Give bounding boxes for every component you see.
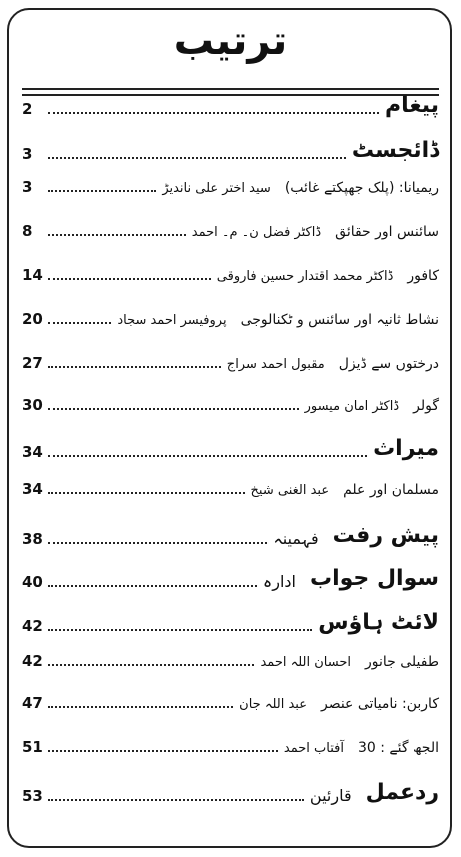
toc-entry — [22, 738, 439, 756]
toc-entry-title: طفیلی جانور — [364, 654, 439, 670]
toc-entry-title: کاربن: نامیاتی عنصر — [320, 696, 439, 712]
toc-entry-author: ڈاکٹر فضل ن۔ م۔ احمد — [191, 225, 322, 240]
toc-text — [260, 654, 439, 670]
toc-entry-title: پیغام — [384, 93, 439, 118]
toc-text — [310, 780, 439, 805]
toc-entry-author: سید اختر علی ناندیڑ — [162, 181, 271, 196]
dot-leader — [48, 111, 379, 114]
toc-page-number: 53 — [22, 787, 43, 805]
toc-text — [117, 312, 439, 328]
toc-text — [318, 610, 439, 635]
toc-entry-author: عبد اللہ جان — [239, 697, 307, 712]
toc-page-number: 34 — [22, 480, 43, 498]
toc-page-number: 51 — [22, 738, 43, 756]
toc-entry-title: پیش رفت — [332, 523, 439, 548]
toc-entry — [22, 266, 439, 284]
dot-leader — [48, 277, 211, 280]
dot-leader — [48, 365, 221, 368]
toc-text — [373, 436, 439, 461]
dot-leader — [48, 628, 312, 631]
toc-page-number: 2 — [22, 100, 33, 118]
toc-text — [192, 224, 439, 240]
toc-entry-author: فہمینہ — [273, 529, 319, 548]
dot-leader — [48, 705, 233, 708]
toc-entry-title: الجھ گئے : 30 — [357, 740, 439, 756]
toc-entry-title: میراث — [373, 436, 439, 461]
toc-text — [239, 696, 439, 712]
toc-entry-author: مقبول احمد سراج — [226, 357, 325, 372]
toc-page-number: 38 — [22, 530, 43, 548]
toc-entry-title: ریمیانا: (پلک جھپکتے غائب) — [284, 180, 439, 196]
dot-leader — [48, 189, 156, 192]
toc-entry — [22, 436, 439, 461]
dot-leader — [48, 491, 245, 494]
toc-page-number: 34 — [22, 443, 43, 461]
dot-leader — [48, 454, 367, 457]
toc-page-number: 47 — [22, 694, 43, 712]
toc-entry — [22, 354, 439, 372]
dot-leader — [48, 407, 299, 410]
dot-leader — [48, 541, 267, 544]
toc-entry — [22, 93, 439, 118]
toc-entry-title: سائنس اور حقائق — [335, 224, 439, 240]
toc-entry — [22, 694, 439, 712]
toc-entry-title: ردعمل — [365, 780, 439, 805]
toc-page-number: 40 — [22, 573, 43, 591]
toc-page-number: 3 — [22, 178, 33, 196]
toc-entry-title: درختوں سے ڈیزل — [338, 356, 439, 372]
dot-leader — [48, 156, 346, 159]
toc-text — [251, 482, 439, 498]
toc-text — [162, 180, 439, 196]
toc-text — [385, 93, 439, 118]
toc-entry — [22, 138, 439, 163]
toc-page-number: 42 — [22, 652, 43, 670]
toc-text — [352, 138, 439, 163]
toc-text — [284, 740, 439, 756]
toc-entry — [22, 480, 439, 498]
toc-entry-author: ڈاکٹر امان میسور — [304, 399, 400, 414]
toc-text — [305, 398, 439, 414]
toc-text — [217, 268, 439, 284]
dot-leader — [48, 798, 304, 801]
toc-entry — [22, 652, 439, 670]
toc-page-number: 30 — [22, 396, 43, 414]
toc-entry-author: پروفیسر احمد سجاد — [117, 313, 227, 328]
toc-entry-author: ادارہ — [262, 572, 296, 591]
dot-leader — [48, 749, 278, 752]
toc-entry — [22, 222, 439, 240]
dot-leader — [48, 233, 186, 236]
toc-entry-author: عبد الغنی شیخ — [250, 483, 330, 498]
toc-page-number: 8 — [22, 222, 33, 240]
toc-page-number: 42 — [22, 617, 43, 635]
toc-text — [227, 356, 439, 372]
toc-page-number: 3 — [22, 145, 33, 163]
toc-entry — [22, 780, 439, 805]
toc-entry — [22, 310, 439, 328]
dot-leader — [48, 584, 257, 587]
toc-page-number: 14 — [22, 266, 43, 284]
toc-entry — [22, 523, 439, 548]
toc-page-number: 20 — [22, 310, 43, 328]
toc-entry-author: آفتاب احمد — [283, 741, 344, 756]
toc-entry-title: مسلمان اور علم — [343, 482, 439, 498]
toc-entry-title: گولر — [413, 398, 439, 414]
toc-entry-title: نشاط ثانیہ اور سائنس و ٹکنالوجی — [240, 312, 439, 328]
page-frame — [7, 8, 452, 848]
toc-entry-author: ڈاکٹر محمد اقتدار حسین فاروقی — [216, 269, 394, 284]
toc-entry-title: لائٹ ہاؤس — [318, 610, 439, 635]
toc-text — [273, 523, 439, 548]
toc-entry-author: احسان اللہ احمد — [260, 655, 351, 670]
toc-entry — [22, 566, 439, 591]
toc-page-number: 27 — [22, 354, 43, 372]
dot-leader — [48, 321, 111, 324]
toc-entry-title: ڈائجسٹ — [351, 138, 439, 163]
dot-leader — [48, 663, 254, 666]
toc-text — [263, 566, 439, 591]
toc-entry-author: قارئین — [309, 786, 352, 805]
toc-entry-title: سوال جواب — [309, 566, 439, 591]
toc-entry — [22, 610, 439, 635]
toc-entry-title: کافور — [407, 268, 439, 284]
toc-entry — [22, 178, 439, 196]
page-title: ترتیب — [173, 18, 288, 64]
toc-entry — [22, 396, 439, 414]
